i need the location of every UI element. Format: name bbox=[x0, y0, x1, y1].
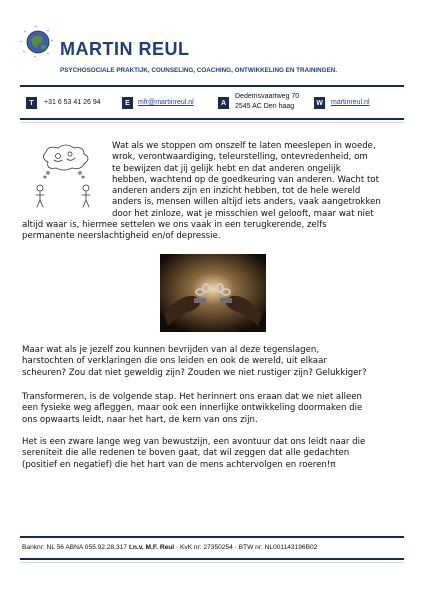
paragraph-2 bbox=[22, 345, 412, 379]
tagline: PSYCHOSOCIALE PRAKTIJK, COUNSELING, COACHING, ONTWIKKELING EN TRAININGEN. bbox=[60, 67, 338, 74]
chained-hands-photo bbox=[160, 254, 266, 332]
footer-divider-thin bbox=[20, 562, 404, 563]
svg-text:*: * bbox=[47, 29, 49, 34]
header-divider bbox=[20, 85, 404, 87]
text-line: te bewijzen dat jij gelijk hebt en dat anderen ongelijk bbox=[112, 163, 341, 174]
text-line: harstochten of verklaringen die ons leiden en ook de wereld, uit elkaar bbox=[22, 356, 327, 367]
svg-text:*: * bbox=[34, 55, 36, 60]
bank-account-name: t.n.v. M.F. Reul bbox=[128, 544, 175, 551]
text-line: hebben, wachtend op de goedkeuring van anderen. Wacht tot bbox=[112, 174, 379, 185]
svg-text:*: * bbox=[47, 52, 49, 57]
intro-paragraph-wrapped bbox=[112, 141, 412, 220]
email-link[interactable]: mfr@martinreul.nl bbox=[138, 99, 194, 106]
email-badge: E bbox=[122, 97, 133, 109]
paragraph-3 bbox=[22, 392, 412, 426]
svg-text:*: * bbox=[24, 30, 26, 35]
bank-number: Banknr: NL 56 ABNA 055.92.28.317 bbox=[22, 544, 127, 551]
text-line: Het is een zware lange weg van bewustzijn, een avontuur dat ons leidt naar die bbox=[22, 437, 366, 447]
text-line: anders is, mensen willen altijd iets anders, vaak aangetrokken bbox=[112, 197, 381, 208]
website-link[interactable]: martinreul.nl bbox=[331, 99, 370, 106]
text-line: permanente neerslachtigheid en/of depressie. bbox=[22, 231, 221, 242]
text-line: scheuren? Zou dat niet geweldig zijn? Zouden we niet rustiger zijn? Gelukkiger? bbox=[22, 367, 367, 378]
address-line-2: 2545 AC Den haag bbox=[235, 103, 295, 110]
text-line: een fysieke weg afleggen, maar ook een innerlijke ontwikkeling doormaken die bbox=[22, 403, 363, 414]
footer-divider bbox=[20, 536, 404, 538]
svg-text:*: * bbox=[51, 39, 53, 44]
text-line: Maar wat als je jezelf zou kunnen bevrijden van al deze tegenslagen, bbox=[22, 345, 320, 355]
text-line: Wat als we stoppen om onszelf te laten meeslepen in woede, bbox=[112, 141, 376, 151]
text-line: altijd waar is, hiermee settelen we ons vaak in een terugkerende, zelfs bbox=[22, 220, 327, 230]
text-line: (positief en negatief) die het hart van de mens achtervolgen en roeren!π bbox=[22, 459, 336, 470]
text-line: wrok, verontwaardiging, teleurstelling, ontevredenheid, om bbox=[112, 152, 368, 163]
address-line-1: Dedemsvaartweg 70 bbox=[235, 93, 300, 100]
svg-text:*: * bbox=[23, 50, 25, 55]
paragraph-4 bbox=[22, 437, 412, 471]
intro-paragraph-tail bbox=[22, 220, 412, 243]
text-line: sereniteit die alle redenen te boven gaat, dat wil zeggen dat alle gedachten bbox=[22, 448, 350, 459]
text-line: Transformeren, is de volgende stap. Het herinnert ons eraan dat we niet alleen bbox=[22, 392, 362, 402]
svg-text:*: * bbox=[35, 25, 37, 30]
phone-badge: T bbox=[26, 97, 37, 109]
footer-divider-bottom bbox=[20, 558, 404, 560]
globe-logo-icon bbox=[20, 24, 56, 60]
text-line: anderen anders zijn en inzicht hebben, tot de hele wereld bbox=[112, 186, 361, 197]
contact-divider-thin bbox=[20, 122, 404, 123]
footer-bank-details bbox=[22, 544, 317, 551]
svg-text:*: * bbox=[20, 40, 22, 45]
web-badge: W bbox=[314, 97, 325, 109]
text-line: ons opwaarts leidt, naar het hart, de kern van ons zijn. bbox=[22, 414, 258, 425]
kvk-btw-numbers: · KvK nr: 27350254 · BTW nr: NL001143196B02 bbox=[175, 544, 318, 551]
brand-name: MARTIN REUL bbox=[60, 39, 190, 59]
phone-number[interactable]: +31 6 53 41 26 94 bbox=[44, 99, 101, 106]
thinking-figures-sketch-icon bbox=[28, 142, 108, 210]
contact-divider bbox=[20, 118, 404, 120]
text-line: door het zinloze, wat je misschien wel gelooft, maar wat niet bbox=[112, 208, 374, 219]
address-badge: A bbox=[218, 97, 229, 109]
